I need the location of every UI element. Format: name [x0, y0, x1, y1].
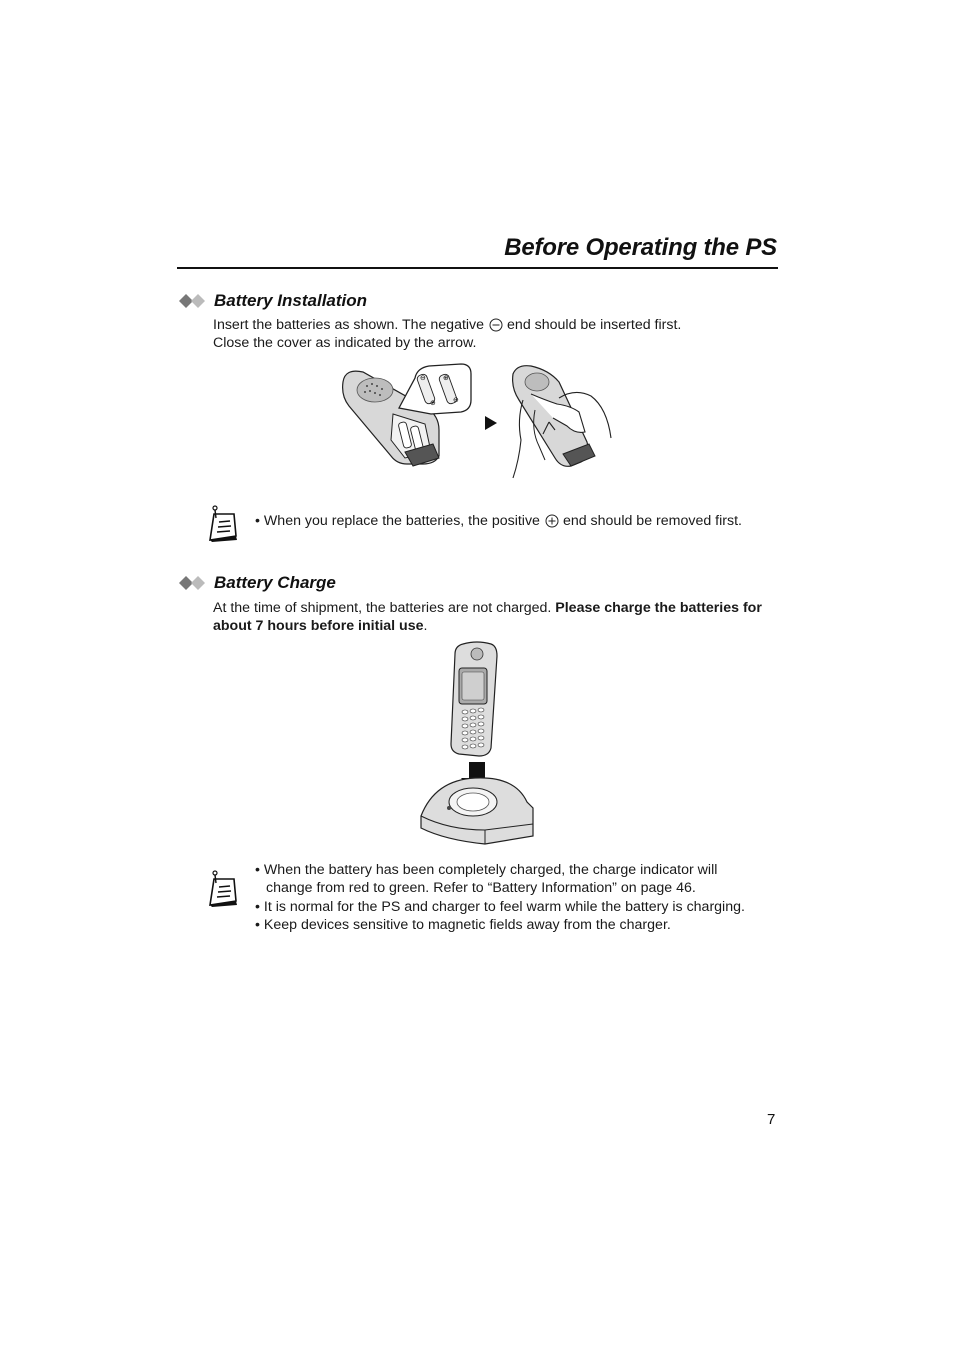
memo-pad-icon [206, 869, 242, 909]
instruction-text: Close the cover as indicated by the arrow. [213, 335, 477, 351]
battery-polarity-callout [399, 364, 471, 414]
installation-instructions [213, 316, 681, 352]
minus-circle-icon [489, 318, 503, 332]
svg-text:⊕: ⊕ [443, 374, 449, 382]
closing-cover-illustration [513, 366, 611, 478]
svg-text:⊕: ⊕ [430, 399, 436, 407]
section-title: Battery Installation [214, 291, 368, 310]
charge-text-end: . [423, 618, 428, 634]
list-item: • When the battery has been completely charged, the charge indicator will change from red to green. Refer to “Battery Information” on page 46. [255, 862, 718, 897]
note-text: • When you replace the batteries, the positive [255, 513, 540, 529]
handset-illustration [451, 642, 497, 756]
page-number: 7 [767, 1111, 776, 1128]
page-title: Before Operating the PS [504, 234, 777, 261]
list-item: • It is normal for the PS and charger to feel warm while the battery is charging. [255, 898, 745, 915]
double-diamond-icon [178, 293, 210, 309]
instruction-text: Insert the batteries as shown. The negative [213, 317, 485, 333]
double-diamond-icon [178, 575, 210, 591]
memo-pad-icon [206, 504, 242, 544]
section-heading-battery-charge [178, 573, 336, 593]
next-step-arrow-icon [485, 416, 497, 430]
battery-installation-illustration [335, 360, 620, 482]
handset-charger-illustration [415, 640, 540, 847]
title-rule [177, 267, 778, 269]
section-heading-battery-installation [178, 291, 367, 311]
svg-text:⊖: ⊖ [453, 396, 459, 404]
instruction-text: end should be inserted first. [507, 317, 682, 333]
charger-illustration [421, 778, 533, 844]
svg-text:⊖: ⊖ [420, 374, 426, 382]
charge-instructions [213, 599, 778, 635]
installation-note [255, 512, 775, 530]
charge-text: At the time of shipment, the batteries are not charged. [213, 600, 556, 616]
section-title: Battery Charge [214, 573, 336, 592]
charge-notes [255, 861, 755, 934]
charge-text-bold: Please charge the batteries for about 7 hours before initial use [213, 600, 762, 634]
plus-circle-icon [545, 514, 559, 528]
list-item: • Keep devices sensitive to magnetic fields away from the charger. [255, 916, 671, 933]
note-text: end should be removed first. [562, 513, 742, 529]
